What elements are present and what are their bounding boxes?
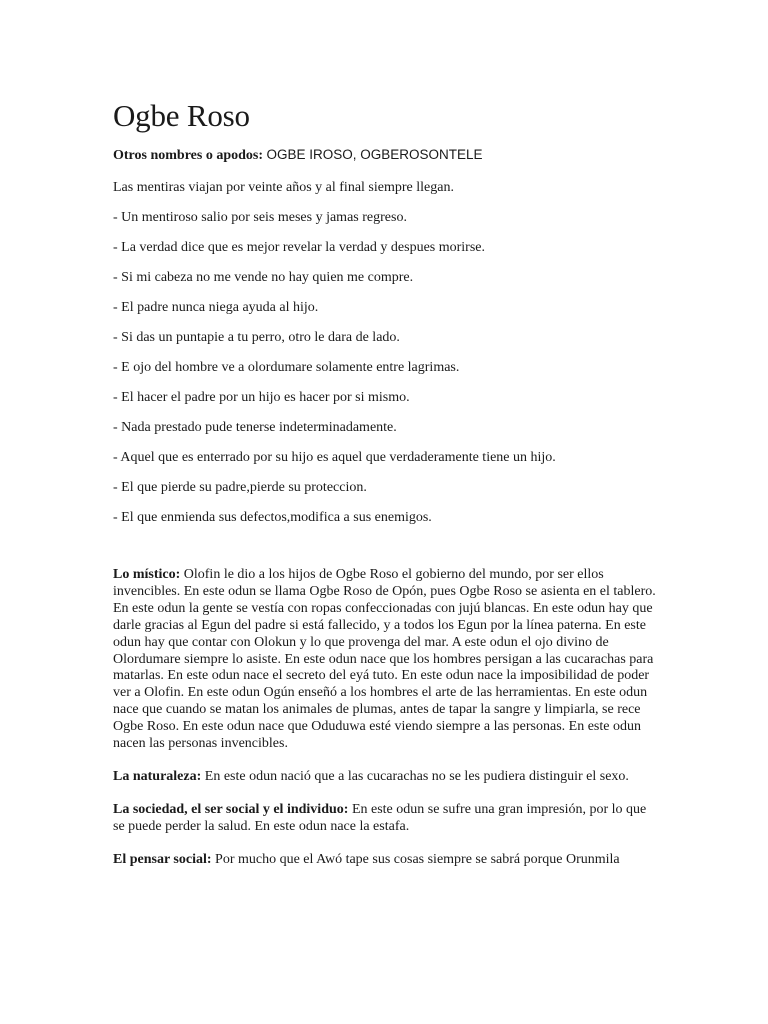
section-lo-mistico [113, 567, 658, 753]
proverb-item: - Nada prestado pude tenerse indeterminadamente. [113, 420, 397, 435]
section-la-sociedad [113, 802, 658, 836]
proverb-item: - La verdad dice que es mejor revelar la verdad y despues morirse. [113, 240, 486, 255]
section-label: La naturaleza: [113, 768, 202, 784]
apodos-label: Otros nombres o apodos: [113, 148, 264, 163]
apodos-value: OGBE IROSO, OGBEROSONTELE [266, 147, 483, 162]
section-label: El pensar social: [113, 851, 212, 867]
section-label: Lo místico: [113, 567, 181, 582]
proverb-item: - El padre nunca niega ayuda al hijo. [113, 300, 319, 315]
section-text: En este odun se sufre una gran impresión, por lo que se puede perder la salud. En este odun nace la estafa. [113, 801, 647, 834]
proverb-item: - Si mi cabeza no me vende no hay quien me compre. [113, 270, 414, 285]
apodos-line [113, 146, 658, 165]
section-la-naturaleza [113, 769, 658, 786]
page-title: Ogbe Roso [113, 98, 250, 133]
proverb-item: - El hacer el padre por un hijo es hacer por si mismo. [113, 390, 410, 405]
proverb-item: - E ojo del hombre ve a olordumare solamente entre lagrimas. [113, 360, 460, 375]
section-el-pensar-social [113, 852, 658, 869]
section-text: Por mucho que el Awó tape sus cosas siempre se sabrá porque Orunmila [211, 851, 620, 867]
section-label: La sociedad, el ser social y el individuo: [113, 801, 349, 817]
section-text: En este odun nació que a las cucarachas no se les pudiera distinguir el sexo. [201, 768, 629, 784]
section-text: Olofin le dio a los hijos de Ogbe Roso el gobierno del mundo, por ser ellos invencibles. En este odun se llama Ogbe Roso de Opón, pues Ogbe Roso se asienta en el tablero. En este odun la gente se vestía con ropas confeccionadas con jujú blancas. En este odun hay que darle gracias al Egun del padre si está fallecido, y a todos los Egun por la línea paterna. En este odun hay que contar con Olokun y lo que provenga del mar. A este odun el ojo divino de Olordumare siempre lo asiste. En este odun nace que los hombres persigan a las cucarachas para matarlas. En este odun nace el secreto del eyá tuto. En este odun nace la imposibilidad de poder ver a Olofin. En este odun Ogún enseñó a los hombres el arte de las herramientas. En este odun nace que cuando se matan los animales de plumas, antes de tapar la sangre y limpiarla, se rece Ogbe Roso. En este odun nace que Oduduwa esté viendo siempre a las personas. En este odun nacen las personas invencibles. [113, 567, 656, 752]
proverb-item: - Aquel que es enterrado por su hijo es aquel que verdaderamente tiene un hijo. [113, 450, 556, 465]
proverb-item: - Si das un puntapie a tu perro, otro le dara de lado. [113, 330, 400, 345]
proverb-item: - El que enmienda sus defectos,modifica a sus enemigos. [113, 510, 432, 525]
proverb-item: - Un mentiroso salio por seis meses y jamas regreso. [113, 210, 407, 225]
document-page [113, 96, 658, 869]
proverb-item: - El que pierde su padre,pierde su proteccion. [113, 480, 367, 495]
proverb-list [113, 209, 658, 527]
intro-line: Las mentiras viajan por veinte años y al final siempre llegan. [113, 180, 454, 195]
